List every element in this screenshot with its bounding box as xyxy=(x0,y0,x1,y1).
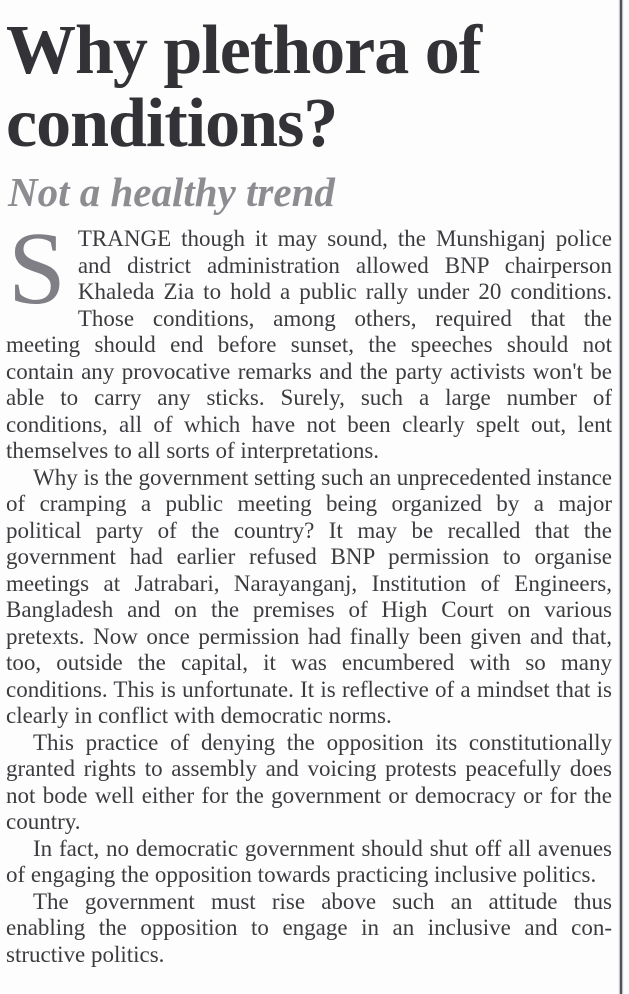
paragraph-3: This practice of denying the opposition its constitutionally granted rights to assembly and voicing protests peacefully does not bode well either for the government or democracy or for the country. xyxy=(6,729,612,834)
article-title: Why plethora of conditions? xyxy=(6,12,481,162)
article-subtitle: Not a healthy trend xyxy=(8,169,335,215)
drop-cap: S xyxy=(8,211,66,326)
paragraph-lead xyxy=(6,211,612,465)
paragraph-4: In fact, no democratic government should shut off all avenues of engaging the opposition towards practicing inclusive politics. xyxy=(6,835,612,887)
paragraph-5: The government must rise above such an attitude thus enabling the opposition to engage in an inclusive and constructive politics. xyxy=(6,888,612,967)
article-body xyxy=(6,211,612,968)
paragraph-2: Why is the government setting such an unprecedented instance of cramping a public meeting being organized by a major political party of the country? It may be recalled that the government had earlier refused BNP permission to organise meetings at Jatrabari, Narayanganj, Institution of Engineers, Bangladesh and on the premises of High Court on various pretexts. Now once permission had finally been given and that, too, outside the capital, it was encumbered with so many conditions. This is unfortunate. It is reflective of a mindset that is clearly in conflict with democratic norms. xyxy=(6,464,612,728)
paragraph-lead-text: TRANGE though it may sound, the Munshiganj police and district administration allowed BNP chairperson Khaleda Zia to hold a public rally under 20 conditions. Those conditions, among others, required that the meeting should end before sunset, the speeches should not contain any provocative remarks and the party activists won't be able to carry any sticks. Surely, such a large number of conditions, all of which have not been clearly spelt out, lent themselves to all sorts of interpretations. xyxy=(6,226,612,463)
